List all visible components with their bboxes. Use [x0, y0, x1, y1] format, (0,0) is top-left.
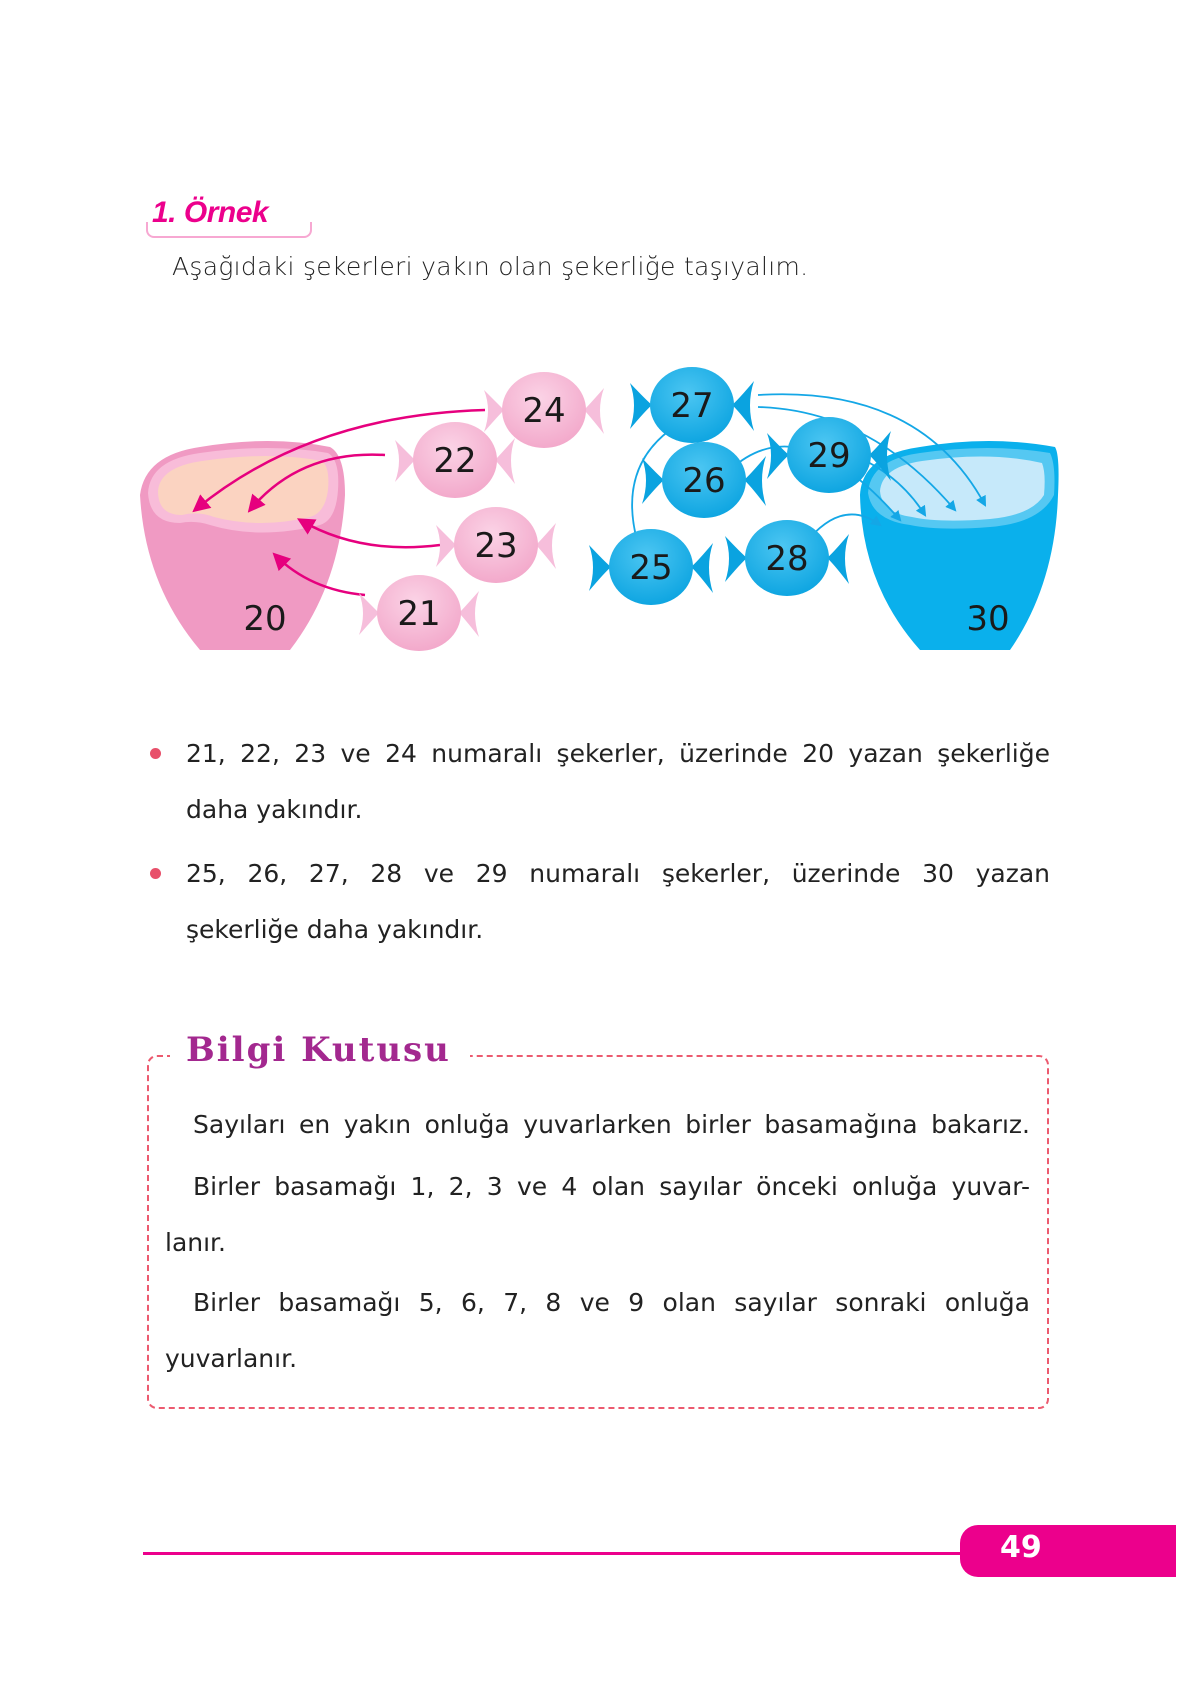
bowl-30 [860, 441, 1059, 650]
svg-text:23: 23 [474, 526, 518, 566]
candy-rounding-figure [140, 355, 1060, 660]
bullet-dot [150, 868, 161, 879]
info-paragraph-3-line-2: yuvarlanır. [165, 1344, 298, 1373]
bullet-item-2 [150, 846, 1050, 958]
info-paragraph-2-line-1: Birler basamağı 1, 2, 3 ve 4 olan sayılar önceki onluğa yuvar- [193, 1172, 1030, 1201]
svg-text:25: 25 [629, 548, 673, 588]
candy-22 [395, 422, 515, 498]
info-paragraph-3-line-1: Birler basamağı 5, 6, 7, 8 ve 9 olan sayılar sonraki onluğa [193, 1288, 1030, 1317]
info-box-title: Bilgi Kutusu [186, 1030, 451, 1070]
candy-25 [589, 529, 713, 605]
svg-text:26: 26 [682, 461, 726, 501]
info-paragraph-1: Sayıları en yakın onluğa yuvarlarken birler basamağına bakarız. [193, 1110, 1030, 1139]
candy-23 [436, 507, 556, 583]
page-number-tab [960, 1525, 1176, 1577]
bullet-1-line-2: daha yakındır. [186, 795, 363, 824]
svg-text:24: 24 [522, 391, 566, 431]
page-number: 49 [1000, 1530, 1042, 1565]
bowl-20-label: 20 [243, 599, 287, 639]
example-title: 1. Örnek [152, 196, 269, 229]
bullet-item-1 [150, 726, 1050, 838]
candy-21 [359, 575, 479, 651]
example-instruction: Aşağıdaki şekerleri yakın olan şekerliğe taşıyalım. [172, 252, 809, 281]
svg-text:27: 27 [670, 386, 714, 426]
svg-text:29: 29 [807, 436, 851, 476]
svg-text:28: 28 [765, 539, 809, 579]
candy-28 [725, 520, 849, 596]
info-paragraph-2-line-2: lanır. [165, 1228, 226, 1257]
candy-27 [630, 367, 754, 443]
candy-24 [484, 372, 604, 448]
footer-divider [143, 1552, 973, 1555]
svg-text:21: 21 [397, 594, 441, 634]
bullet-dot [150, 748, 161, 759]
svg-text:22: 22 [433, 441, 477, 481]
bowl-20 [140, 441, 345, 650]
bullet-1-line-1: 21, 22, 23 ve 24 numaralı şekerler, üzerinde 20 yazan şekerliğe [186, 739, 1050, 768]
bullet-2-line-2: şekerliğe daha yakındır. [186, 915, 484, 944]
bowl-30-label: 30 [966, 599, 1010, 639]
bullet-2-line-1: 25, 26, 27, 28 ve 29 numaralı şekerler, üzerinde 30 yazan [186, 859, 1050, 888]
